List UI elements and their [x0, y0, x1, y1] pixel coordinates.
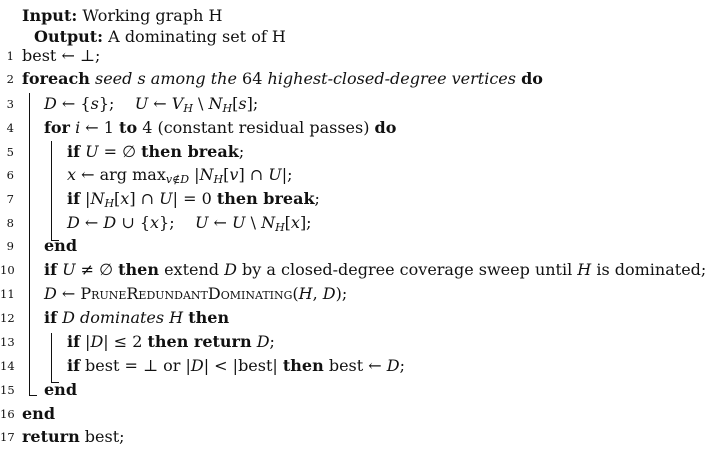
line-code: end: [22, 404, 55, 423]
output-text: A dominating set of H: [108, 27, 286, 46]
algorithm-line-3: [0, 92, 650, 116]
algorithm-line-2: [0, 67, 650, 91]
line-code: if D dominates H then: [44, 308, 230, 327]
line-code: end: [44, 236, 77, 255]
algorithm-line-9: [0, 234, 650, 258]
line-number: 5: [6, 145, 14, 159]
algorithm-line-16: [0, 402, 650, 426]
line-number: 9: [6, 239, 14, 253]
line-number: 10: [0, 263, 15, 277]
line-number: 12: [0, 311, 15, 325]
line-code: if U = ∅ then break;: [67, 142, 245, 161]
algorithm-line-5: [0, 140, 650, 164]
line-number: 15: [0, 383, 15, 397]
line-code: best ← ⊥;: [22, 46, 101, 65]
line-number: 13: [0, 335, 15, 349]
line-code: D ← {s}; U ← $V_H$ \ $N_H[s]$;: [44, 94, 259, 115]
algorithm-line-8: [0, 211, 650, 235]
line-number: 1: [6, 49, 14, 63]
algorithm-line-15: [0, 378, 650, 402]
line-number: 6: [6, 168, 14, 182]
algorithm-line-11: [0, 282, 650, 306]
line-number: 11: [0, 287, 15, 301]
line-number: 14: [0, 359, 15, 373]
line-code: end: [44, 380, 77, 399]
line-number: 8: [6, 216, 14, 230]
output-label: Output:: [34, 27, 104, 46]
line-code: if U ≠ ∅ then extend D by a closed-degree coverage sweep until H is dominated;: [44, 260, 706, 279]
line-code: D ← PruneRedundantDominating(H, D);: [44, 284, 348, 303]
line-code: if |D| ≤ 2 then return D;: [67, 332, 275, 351]
algorithm-line-14: [0, 354, 650, 378]
line-number: 3: [6, 97, 14, 111]
algorithm-line-4: [0, 116, 650, 140]
line-code: D ← D ∪ {x}; U ← U \ $N_H[x]$;: [67, 213, 312, 234]
algorithm-line-13: [0, 330, 650, 354]
algorithm-line-12: [0, 306, 650, 330]
line-code: x ← arg $\max_{v\notin D} |N_H[v]$ ∩ U|;: [67, 165, 293, 186]
algorithm-line-10: [0, 258, 706, 282]
line-number: 2: [6, 72, 14, 86]
line-code: return best;: [22, 427, 125, 446]
line-number: 16: [0, 407, 15, 421]
algorithm-line-6: [0, 163, 650, 187]
algorithm-line-17: [0, 425, 650, 449]
input-text: Working graph H: [82, 6, 223, 25]
line-number: 7: [6, 192, 14, 206]
line-code: for i ← 1 to 4 (constant residual passes) do: [44, 118, 397, 137]
line-code: foreach seed s among the 64 highest-closed-degree vertices do: [22, 69, 543, 88]
input-label: Input:: [22, 6, 78, 25]
line-code: if $|N_H[x]$ ∩ U| = 0 then break;: [67, 189, 320, 210]
line-number: 17: [0, 430, 15, 444]
algorithm-line-7: [0, 187, 650, 211]
algorithm-line-1: [0, 44, 650, 68]
line-number: 4: [6, 121, 14, 135]
line-code: if best = ⊥ or |D| < |best| then best ← D;: [67, 356, 405, 375]
